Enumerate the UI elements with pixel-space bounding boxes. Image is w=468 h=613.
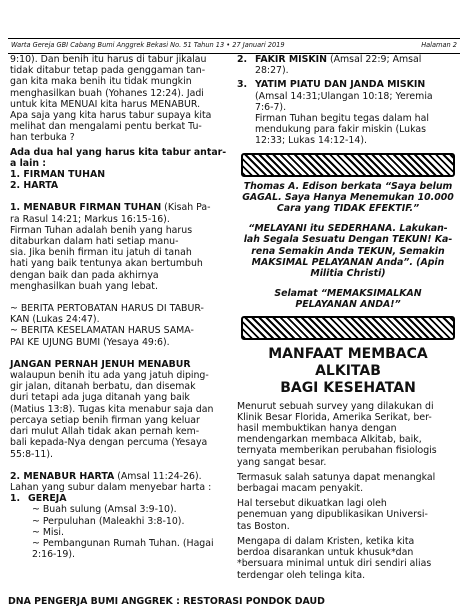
text-line: *bersuara minimal untuk diri sendiri alias (237, 558, 432, 570)
text-line: yang sangat besar. (237, 456, 327, 468)
firman-reference: (Kisah Pa- (161, 202, 211, 214)
text-line: mendengarkan membaca Alkitab, baik, (237, 434, 422, 446)
text-line: lah Segala Sesuatu Dengan TEKUN! Ka- (243, 234, 453, 246)
melayani-quote (237, 223, 459, 279)
decorative-banner (241, 153, 455, 177)
text-line: 9:10). Dan benih itu harus di tabur jikalau (10, 54, 207, 65)
text-line: Hal tersebut dikuatkan lagi oleh (237, 498, 387, 510)
selamat-quote (237, 288, 459, 310)
fakir-miskin-reference: (Amsal 22:9; Amsal (327, 54, 422, 65)
harta-subheading: Lahan yang subur dalam menyebar harta : (10, 481, 212, 493)
gereja-sublist (10, 504, 232, 560)
text-line: sia. Jika benih firman itu jatuh di tanah (10, 247, 192, 259)
text-line: hati yang baik tentunya akan bertumbuh (10, 258, 203, 270)
list-item: 2:16-19). (32, 549, 76, 561)
text-line: untuk kita MENUAI kita harus MENABUR. (10, 98, 201, 110)
text-line: Cara yang TIDAK EFEKTIF.” (276, 203, 420, 215)
berita-list (10, 303, 232, 348)
text-line: melihat dan mengalami pentu berkat Tu- (10, 121, 202, 133)
text-line: GAGAL. Saya Hanya Menemukan 10.000 (242, 191, 454, 203)
text-line: Selamat “MEMAKSIMALKAN (274, 288, 422, 300)
text-line: PELAYANAN ANDA!” (295, 299, 401, 311)
gereja-item (10, 493, 232, 504)
harta-section (10, 471, 232, 493)
edison-quote (237, 181, 459, 215)
article-paragraph (237, 536, 459, 581)
fakir-miskin-label: FAKIR MISKIN (255, 54, 327, 65)
list-item: ~ Buah sulung (Amsal 3:9-10). (32, 504, 177, 516)
bulletin-info: Warta Gereja GBI Cabang Bumi Anggrek Bekasi No. 51 Tahun 13 • 27 Januari 2019 (11, 41, 285, 49)
jangan-section (10, 359, 232, 460)
text-line: percaya setiap benih firman yang keluar (10, 414, 200, 426)
firman-section (10, 202, 232, 292)
list-number: 3. (237, 79, 248, 91)
text-line: ~ BERITA KESELAMATAN HARUS SAMA- (10, 325, 194, 337)
article-paragraph (237, 401, 459, 468)
list-item: ~ Misi. (32, 526, 64, 538)
text-line: ternyata memberikan perubahan fisiologis (237, 445, 437, 457)
article-title (237, 346, 459, 397)
text-line: Firman Tuhan begitu tegas dalam hal (255, 113, 429, 125)
text-line: mendukung para fakir miskin (Lukas (255, 124, 427, 136)
text-line: walaupun benih itu ada yang jatuh diping- (10, 370, 209, 382)
fakir-miskin-item (237, 54, 459, 65)
text-line: dengan baik dan pada akhirnya (10, 269, 159, 281)
yatim-piatu-label: YATIM PIATU DAN JANDA MISKIN (255, 79, 426, 91)
text-line: Firman Tuhan adalah benih yang harus (10, 224, 193, 236)
page-number: Halaman 2 (421, 41, 457, 49)
left-column (10, 54, 232, 560)
yatim-piatu-text (237, 91, 459, 147)
text-line: dari mulut Allah tidak akan pernah kem- (10, 426, 200, 438)
harta-reference: (Amsal 11:24-26). (114, 470, 202, 482)
list-number: 1. (10, 493, 21, 505)
text-line: Ada dua hal yang harus kita tabur antar- (10, 146, 227, 158)
text-line: tas Boston. (237, 520, 290, 532)
list-number: 2. (237, 54, 248, 65)
text-line: ditaburkan dalam hati setiap manu- (10, 236, 179, 248)
text-line: ra Rasul 14:21; Markus 16:15-16). (10, 213, 170, 225)
text-line: KAN (Lukas 24:47). (10, 314, 100, 326)
intro-paragraph (10, 54, 232, 144)
text-line: Militia Christi) (310, 268, 386, 280)
text-line: a lain : (10, 157, 47, 169)
text-line: 1. FIRMAN TUHAN (10, 169, 106, 181)
text-line: hasil membuktikan hanya dengan (237, 423, 397, 435)
text-line: 12:33; Lukas 14:12-14). (255, 135, 367, 147)
two-things-heading (10, 147, 232, 192)
yatim-piatu-item (237, 79, 459, 90)
text-line: penemuan yang dipublikasikan Universi- (237, 509, 428, 521)
harta-heading: 2. MENABUR HARTA (10, 470, 115, 482)
text-line: rena Semakin Anda TEKUN, Semakin (251, 245, 445, 257)
decorative-banner (241, 316, 455, 340)
title-line: MANFAAT MEMBACA ALKITAB (268, 345, 428, 379)
text-line: Termasuk salah satunya dapat menangkal (237, 471, 436, 483)
fakir-miskin-continuation: 28:27). (255, 65, 289, 77)
text-line: PAI KE UJUNG BUMI (Yesaya 49:6). (10, 336, 170, 348)
firman-heading: 1. MENABUR FIRMAN TUHAN (10, 202, 162, 214)
list-item: ~ Pembangunan Rumah Tuhan. (Hagai (32, 537, 214, 549)
title-line: BAGI KESEHATAN (280, 379, 416, 396)
text-line: 55:8-11). (10, 448, 54, 460)
jangan-heading: JANGAN PERNAH JENUH MENABUR (10, 358, 191, 370)
text-line: han terbuka ? (10, 132, 75, 144)
text-line: Menurut sebuah survey yang dilakukan di (237, 400, 434, 412)
text-line: (Matius 13:8). Tugas kita menabur saja dan (10, 403, 214, 415)
text-line: bali kepada-Nya dengan percuma (Yesaya (10, 437, 208, 449)
text-line: menghasilkan buah (Yohanes 12:24). Jadi (10, 87, 204, 99)
text-line: (Amsal 14:31;Ulangan 10:18; Yeremia (255, 90, 433, 102)
article-paragraph (237, 498, 459, 532)
text-line: terdengar oleh telinga kita. (237, 569, 366, 581)
text-line: Mengapa di dalam Kristen, ketika kita (237, 535, 415, 547)
text-line: gir jalan, ditanah berbatu, dan disemak (10, 381, 196, 393)
footer-motto: DNA PENGERJA BUMI ANGGREK : RESTORASI PONDOK DAUD (8, 596, 325, 607)
gereja-label: GEREJA (28, 493, 67, 505)
page-header (8, 38, 460, 54)
text-line: menghasilkan buah yang lebat. (10, 280, 158, 292)
right-column (237, 54, 459, 581)
text-line: tidak ditabur tetap pada genggaman tan- (10, 65, 206, 77)
text-line: MAKSIMAL PELAYANAN Anda”. (Apin (251, 256, 445, 268)
text-line: gan kita maka benih itu tidak mungkin (10, 76, 192, 88)
text-line: duri tetapi ada juga ditanah yang baik (10, 392, 190, 404)
text-line: berdoa disarankan untuk khusuk*dan (237, 547, 414, 559)
text-line: 7:6-7). (255, 101, 287, 113)
text-line: “MELAYANI itu SEDERHANA. Lakukan- (248, 223, 448, 235)
text-line: Apa saja yang kita harus tabur supaya kita (10, 110, 212, 122)
text-line: Klinik Besar Florida, Amerika Serikat, ber- (237, 411, 432, 423)
text-line: 2. HARTA (10, 180, 59, 192)
text-line: Thomas A. Edison berkata “Saya belum (243, 180, 453, 192)
text-line: ~ BERITA PERTOBATAN HARUS DI TABUR- (10, 303, 204, 315)
text-line: berbagai macam penyakit. (237, 483, 364, 495)
list-item: ~ Perpuluhan (Maleakhi 3:8-10). (32, 515, 185, 527)
article-paragraph (237, 472, 459, 494)
